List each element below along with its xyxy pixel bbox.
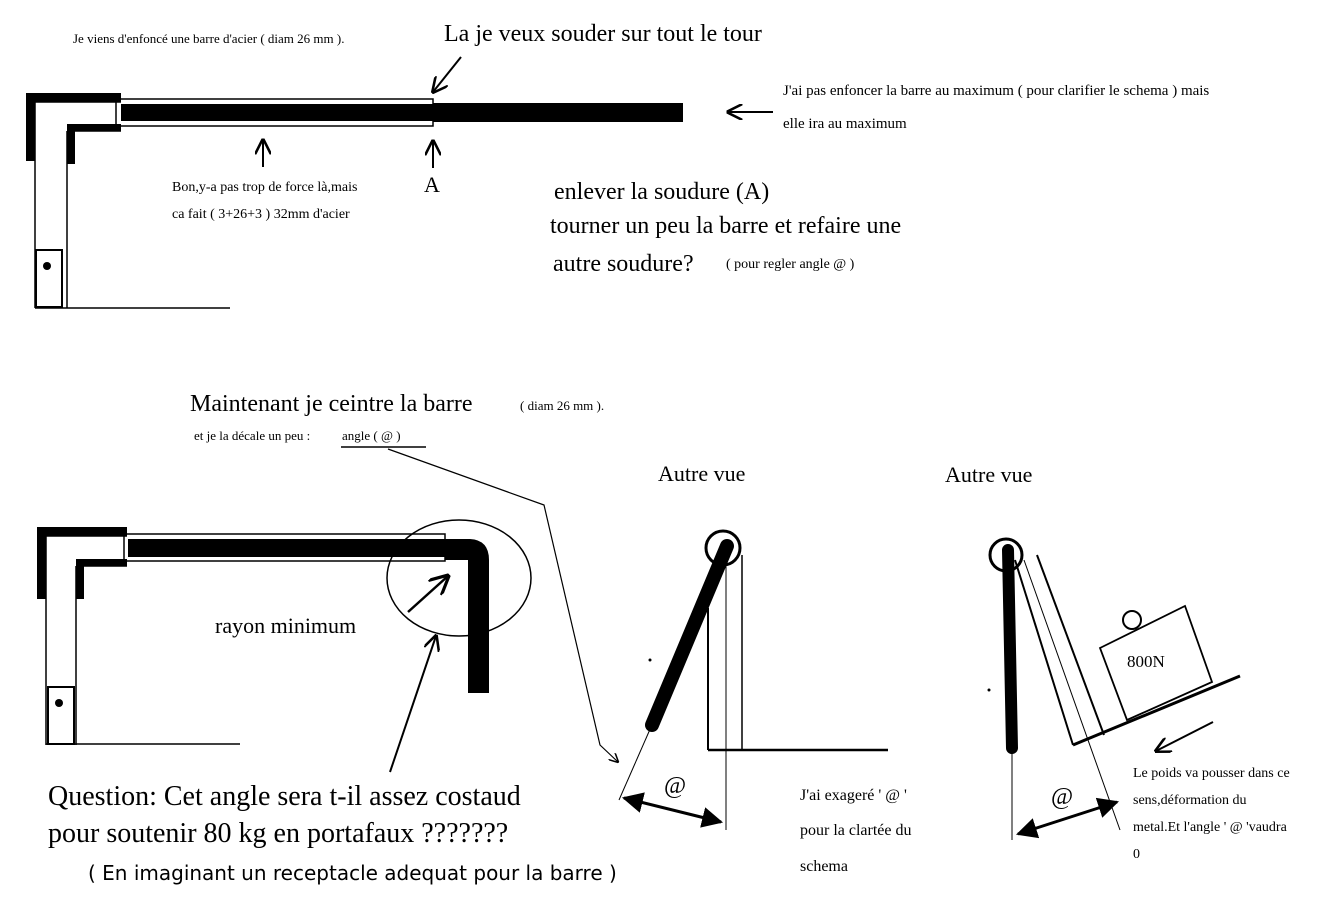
bend-title-diameter: ( diam 26 mm ). bbox=[520, 398, 605, 413]
push-note-3: metal.Et l'angle ' @ 'vaudra bbox=[1133, 820, 1287, 835]
headline-weld-all-around: La je veux souder sur tout le tour bbox=[444, 21, 762, 47]
view-1-title: Autre vue bbox=[658, 461, 746, 486]
note-not-fully-inserted-1: J'ai pas enfoncer la barre au maximum ( pour clarifier le schema ) mais bbox=[783, 83, 1210, 99]
label-a: A bbox=[424, 172, 440, 197]
bottom-frame bbox=[37, 527, 240, 745]
step-new-weld: autre soudure? bbox=[553, 251, 694, 277]
exaggerated-note-2: pour la clartée du bbox=[800, 822, 912, 839]
push-note-1: Le poids va pousser dans ce bbox=[1133, 766, 1290, 781]
shift-angle: angle ( @ ) bbox=[342, 428, 401, 443]
bend-title: Maintenant je ceintre la barre bbox=[190, 391, 473, 417]
push-note-4: 0 bbox=[1133, 847, 1140, 862]
question-note: ( En imaginant un receptacle adequat pour la barre ) bbox=[88, 861, 617, 885]
note-inserted-bar: Je viens d'enfoncé une barre d'acier ( diam 26 mm ). bbox=[73, 31, 345, 46]
note-not-fully-inserted-2: elle ira au maximum bbox=[783, 116, 907, 132]
radius-label: rayon minimum bbox=[215, 613, 357, 638]
weight-label: 800N bbox=[1127, 652, 1165, 671]
exaggerated-note-3: schema bbox=[800, 858, 848, 875]
push-note-2: sens,déformation du bbox=[1133, 793, 1247, 808]
shift-note: et je la décale un peu : bbox=[194, 428, 311, 443]
question-line-1: Question: Cet angle sera t-il assez costaud bbox=[48, 781, 521, 812]
note-force-2: ca fait ( 3+26+3 ) 32mm d'acier bbox=[172, 207, 350, 222]
question-line-2: pour soutenir 80 kg en portafaux ??????? bbox=[48, 818, 509, 849]
step-rotate-bar: tourner un peu la barre et refaire une bbox=[550, 213, 902, 239]
angle-symbol-view-2: @ bbox=[1051, 784, 1074, 810]
view-2-title: Autre vue bbox=[945, 462, 1033, 487]
step-remove-weld: enlever la soudure (A) bbox=[554, 179, 770, 205]
note-force-1: Bon,y-a pas trop de force là,mais bbox=[172, 180, 358, 195]
step-angle-note: ( pour regler angle @ ) bbox=[726, 257, 855, 272]
top-bar bbox=[116, 99, 683, 126]
angle-symbol-view-1: @ bbox=[664, 773, 687, 799]
side-view-1 bbox=[619, 531, 888, 830]
bent-bar bbox=[124, 520, 531, 772]
exaggerated-note-1: J'ai exageré ' @ ' bbox=[800, 787, 907, 804]
